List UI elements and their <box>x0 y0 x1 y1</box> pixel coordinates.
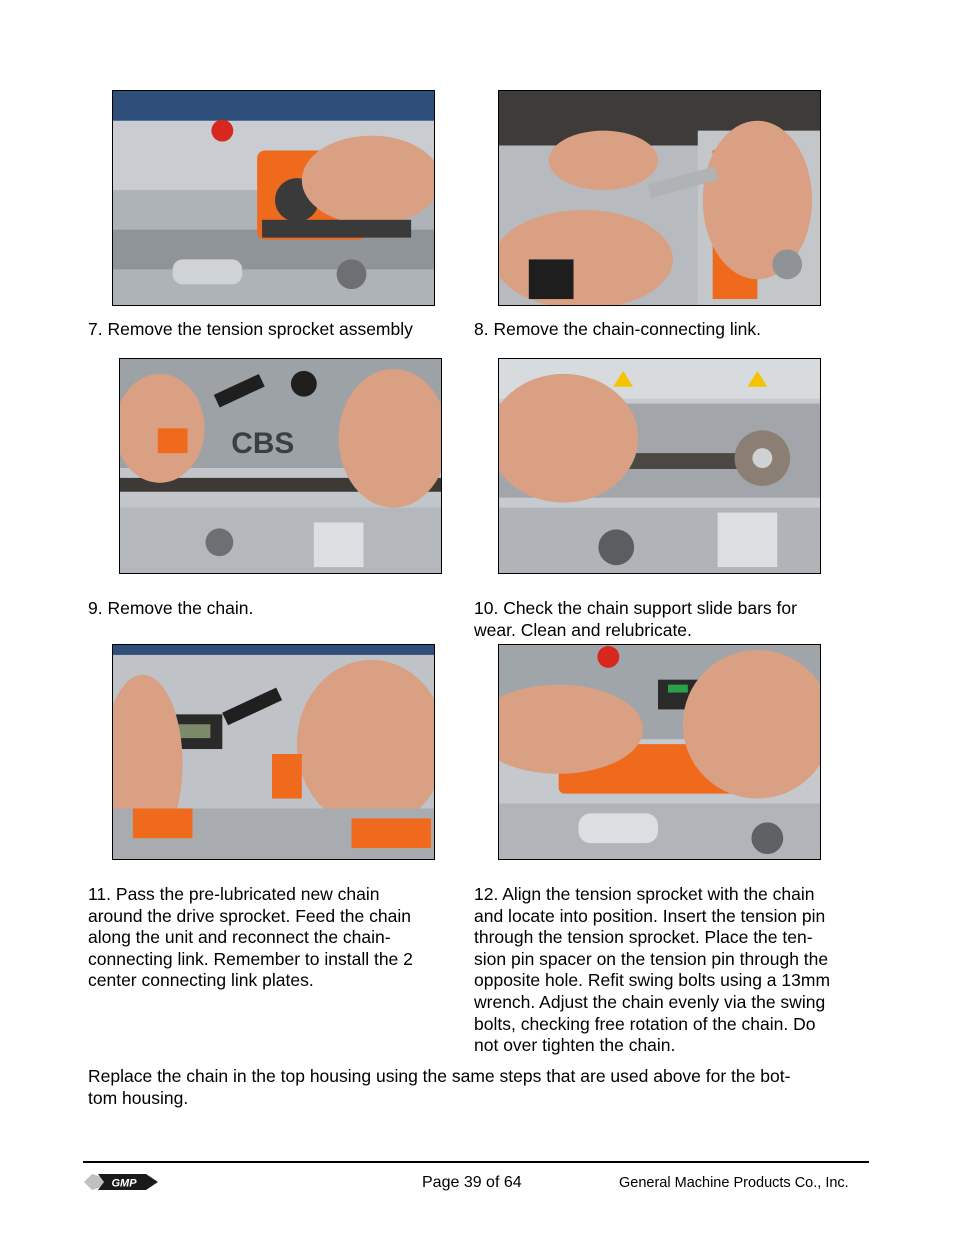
svg-text:CBS: CBS <box>231 427 295 461</box>
tension-sprocket-removal-photo <box>112 90 435 306</box>
step-11-caption: 11. Pass the pre-lubricated new chain around the drive sprocket. Feed the chain along the unit and reconnect the chain- connecting link. Remember to install the 2 center connecting link plates. <box>88 884 413 991</box>
page-number: Page 39 of 64 <box>422 1174 522 1191</box>
slide-bars-photo <box>498 358 821 574</box>
gmp-logo-text: GMP <box>111 1177 137 1190</box>
gmp-logo <box>84 1171 160 1193</box>
new-chain-install-photo <box>112 644 435 860</box>
step-9-caption: 9. Remove the chain. <box>88 598 254 618</box>
step-10-caption: 10. Check the chain support slide bars for wear. Clean and relubricate. <box>474 598 797 640</box>
closing-note: Replace the chain in the top housing using the same steps that are used above for the bot- tom housing. <box>88 1066 791 1108</box>
connecting-link-removal-photo <box>498 90 821 306</box>
tension-sprocket-align-photo <box>498 644 821 860</box>
step-7-caption: 7. Remove the tension sprocket assembly <box>88 319 413 339</box>
footer-rule <box>83 1161 869 1163</box>
company-name: General Machine Products Co., Inc. <box>619 1175 849 1191</box>
step-12-caption: 12. Align the tension sprocket with the chain and locate into position. Insert the tension pin through the tension sprocket. Place the ten- sion pin spacer on the tension pin through the opposite hole. Refit swing bolts using a 13mm wrench. Adjust the chain evenly via the swing bolts, checking free rotation of the chain. Do not over tighten the chain. <box>474 884 831 1056</box>
chain-removal-photo <box>119 358 442 574</box>
step-8-caption: 8. Remove the chain-connecting link. <box>474 319 761 339</box>
